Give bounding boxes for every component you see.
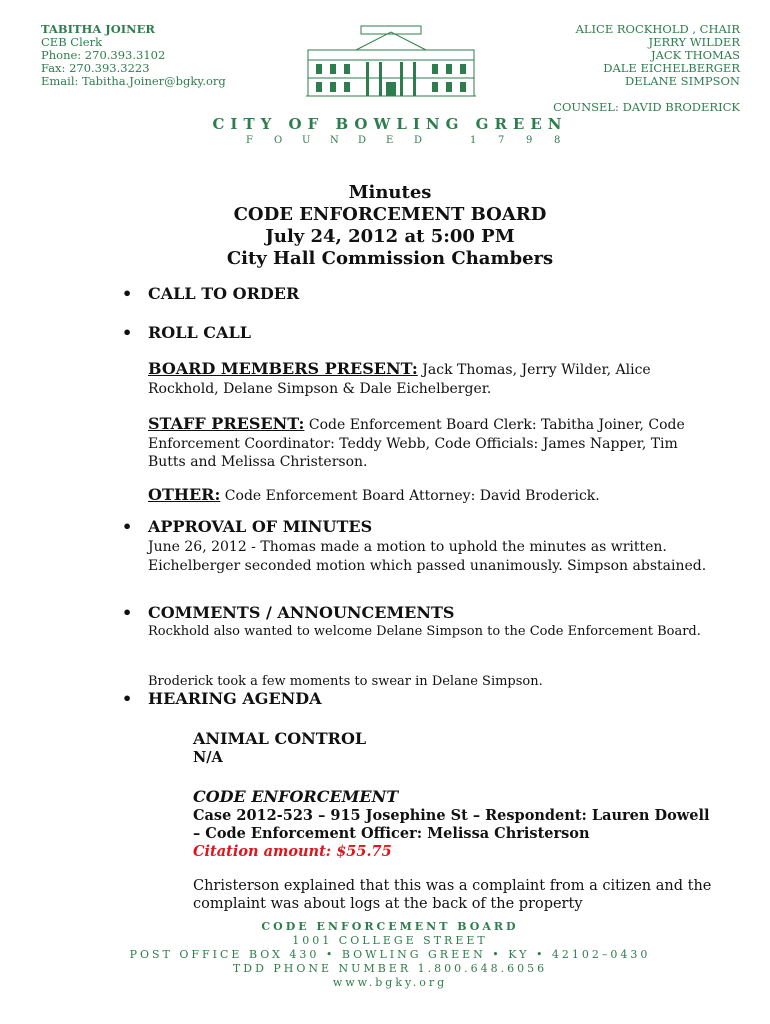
staff-present-label: STAFF PRESENT: [148, 414, 305, 433]
roll-call-heading: ROLL CALL [148, 323, 251, 342]
founded-letter: O [274, 135, 283, 146]
bullet-icon: • [122, 517, 133, 536]
animal-control-na: N/A [193, 749, 223, 766]
animal-control-heading: ANIMAL CONTROL [193, 729, 367, 748]
board-member: JERRY WILDER [648, 35, 740, 49]
founded-letter: 9 [526, 135, 533, 146]
comments-heading: COMMENTS / ANNOUNCEMENTS [148, 603, 455, 622]
members-present-text: Jack Thomas, Jerry Wilder, Alice Rockhold, Delane Simpson & Dale Eichelberger. [148, 362, 651, 397]
members-present-paragraph [148, 360, 708, 398]
bullet-icon: • [122, 603, 133, 622]
comments-text: Broderick took a few moments to swear in Delane Simpson. [148, 674, 543, 689]
citation-amount: Citation amount: $55.75 [193, 843, 392, 860]
clerk-email: Email: Tabitha.Joiner@bgky.org [41, 74, 226, 88]
title-line: Minutes [348, 182, 432, 203]
members-present-label: BOARD MEMBERS PRESENT: [148, 359, 418, 378]
bullet-icon: • [122, 284, 133, 303]
staff-present-paragraph [148, 415, 708, 472]
comments-text: Rockhold also wanted to welcome Delane Simpson to the Code Enforcement Board. [148, 624, 701, 639]
founded-line [246, 135, 582, 146]
approval-text: June 26, 2012 - Thomas made a motion to uphold the minutes as written. Eichelberger seconded motion which passed unanimously. Simpson abstained. [148, 539, 707, 574]
counsel-line: COUNSEL: DAVID BRODERICK [553, 100, 740, 114]
city-name-banner: CITY OF BOWLING GREEN [212, 115, 568, 133]
hearing-agenda-heading: HEARING AGENDA [148, 689, 322, 708]
staff-present-text: Code Enforcement Board Clerk: Tabitha Joiner, Code Enforcement Coordinator: Teddy Webb, Code Officials: James Napper, Tim Butts and Melissa Christerson. [148, 417, 685, 470]
board-member: JACK THOMAS [650, 48, 740, 62]
footer-line: 1001 COLLEGE STREET [292, 934, 488, 947]
title-line: July 24, 2012 at 5:00 PM [265, 226, 515, 247]
title-line: CODE ENFORCEMENT BOARD [233, 204, 547, 225]
founded-letter: F [246, 135, 253, 146]
founded-letter: 8 [554, 135, 561, 146]
clerk-contact-block [41, 23, 226, 88]
board-member: DALE EICHELBERGER [603, 61, 740, 75]
approval-heading: APPROVAL OF MINUTES [148, 517, 373, 536]
city-hall-building-icon [306, 20, 476, 100]
founded-letter: E [386, 135, 394, 146]
case-line: Case 2012-523 – 915 Josephine St – Respondent: Lauren Dowell – Code Enforcement Officer: Melissa Christerson [193, 807, 710, 842]
founded-letter: 1 [470, 135, 477, 146]
footer-website-link[interactable]: www.bgky.org [332, 976, 448, 989]
board-members-block [576, 23, 740, 88]
other-paragraph [148, 486, 708, 506]
board-member: DELANE SIMPSON [625, 74, 740, 88]
other-text: Code Enforcement Board Attorney: David Broderick. [220, 488, 600, 504]
document-title [0, 182, 770, 270]
clerk-phone: Phone: 270.393.3102 [41, 48, 166, 62]
footer-line: POST OFFICE BOX 430 • BOWLING GREEN • KY • 42102–0430 [129, 948, 651, 961]
footer-address [0, 920, 770, 990]
footer-line: CODE ENFORCEMENT BOARD [261, 920, 519, 933]
bullet-icon: • [122, 323, 133, 342]
other-label: OTHER: [148, 485, 221, 504]
footer-line: TDD PHONE NUMBER 1.800.648.6056 [232, 962, 548, 975]
bullet-icon: • [122, 689, 133, 708]
clerk-name: TABITHA JOINER [41, 22, 155, 36]
founded-letter: N [330, 135, 339, 146]
clerk-fax: Fax: 270.393.3223 [41, 61, 150, 75]
founded-letter: D [414, 135, 423, 146]
call-to-order-heading: CALL TO ORDER [148, 284, 300, 303]
founded-letter: D [358, 135, 367, 146]
board-member: ALICE ROCKHOLD , CHAIR [575, 22, 740, 36]
founded-letter: U [302, 135, 311, 146]
case-explanation: Christerson explained that this was a complaint from a citizen and the complaint was about logs at the back of the property [193, 878, 712, 912]
founded-letter: 7 [498, 135, 505, 146]
title-line: City Hall Commission Chambers [226, 248, 554, 269]
clerk-title: CEB Clerk [41, 35, 103, 49]
code-enforcement-heading: CODE ENFORCEMENT [193, 787, 399, 806]
